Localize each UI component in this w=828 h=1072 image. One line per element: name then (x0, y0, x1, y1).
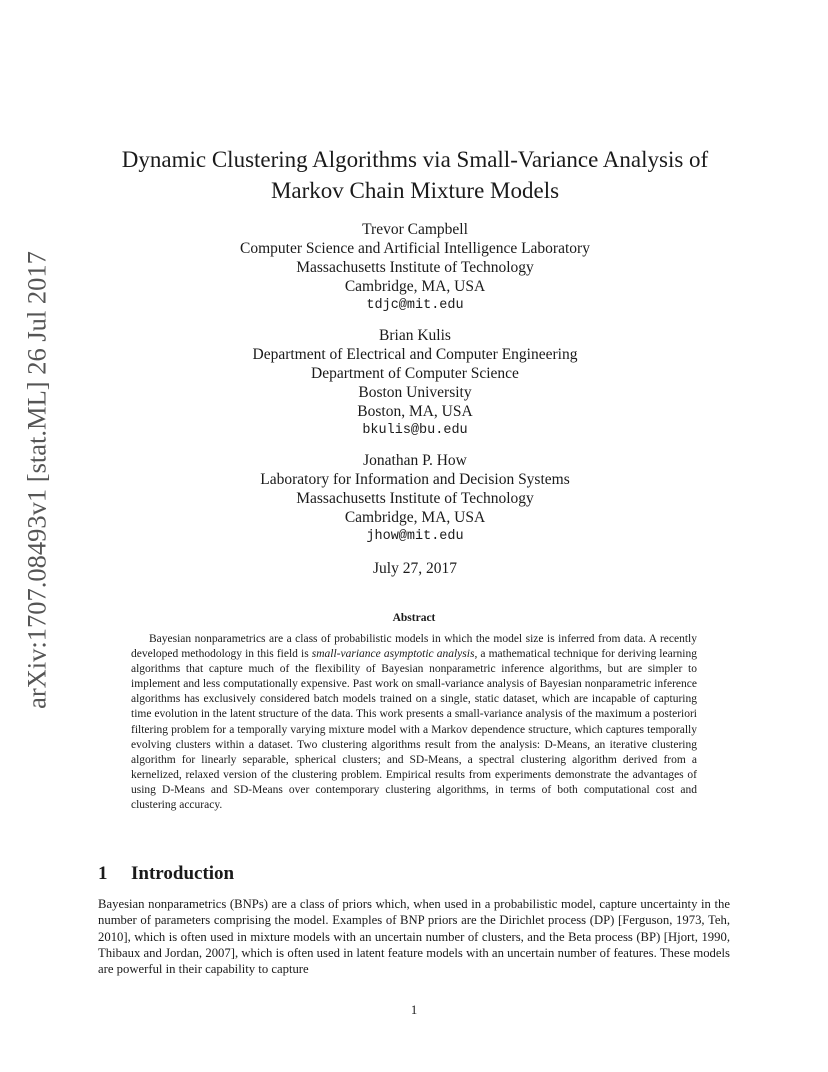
title-line-2: Markov Chain Mixture Models (270, 178, 560, 203)
author-affiliation-line: Cambridge, MA, USA (344, 278, 486, 295)
abstract-body (131, 632, 697, 813)
abstract-paragraph (131, 632, 697, 813)
author-block (90, 451, 740, 546)
arxiv-identifier: arXiv:1707.08493v1 [stat.ML] 26 Jul 2017 (21, 251, 52, 709)
title-line-1: Dynamic Clustering Algorithms via Small-Variance Analysis of (121, 147, 709, 172)
author-email: tdjc@mit.edu (366, 298, 464, 313)
author-affiliation-line: Massachusetts Institute of Technology (296, 490, 534, 507)
author-affiliation-line: Department of Computer Science (311, 365, 519, 382)
section-number: 1 (98, 863, 108, 884)
author-name: Jonathan P. How (363, 452, 467, 469)
abstract-italic-term: small-variance asymptotic analysis (311, 648, 475, 661)
author-affiliation-line: Computer Science and Artificial Intelligence Laboratory (240, 240, 590, 257)
arxiv-sidebar (21, 251, 52, 709)
author-affiliation-line: Boston University (358, 384, 472, 401)
abstract-text-start: Bayesian nonparametrics are a class of probabilistic models in which the model size is inferred from data. A recently developed methodology in this field is (131, 633, 697, 661)
section-heading (98, 863, 234, 885)
introduction-body (98, 896, 730, 977)
paper-date: July 27, 2017 (373, 560, 457, 577)
author-email: bkulis@bu.edu (362, 423, 468, 438)
abstract-heading: Abstract (392, 612, 436, 624)
author-affiliation-line: Massachusetts Institute of Technology (296, 259, 534, 276)
author-list (90, 220, 740, 578)
paper-title (90, 144, 740, 206)
abstract-text-end: , a mathematical technique for deriving learning algorithms that capture much of the flexibility of Bayesian nonparametric inference algorithms, but are simpler to implement and less computationally expensive. Past work on small-variance analysis of Bayesian nonparametric inference algorithms has exclusively considered batch models trained on a single, static dataset, which are incapable of capturing time evolution in the latent structure of the data. This work presents a small-variance analysis of the maximum a posteriori filtering problem for a temporally varying mixture model with a Markov dependence structure, which captures temporally evolving clusters within a dataset. Two clustering algorithms result from the analysis: D-Means, an iterative clustering algorithm for linearly separable, spherical clusters; and SD-Means, a spectral clustering algorithm derived from a kernelized, relaxed version of the clustering problem. Empirical results from experiments demonstrate the advantages of using D-Means and SD-Means over contemporary clustering algorithms, in terms of both computational cost and clustering accuracy. (131, 648, 697, 812)
author-affiliation-line: Laboratory for Information and Decision Systems (260, 471, 570, 488)
author-affiliation-line: Cambridge, MA, USA (344, 509, 486, 526)
page-number: 1 (410, 1003, 418, 1017)
author-email: jhow@mit.edu (366, 529, 464, 544)
section-title: Introduction (131, 863, 235, 884)
author-name: Brian Kulis (379, 327, 451, 344)
author-affiliation-line: Department of Electrical and Computer Engineering (252, 346, 578, 363)
author-block (90, 326, 740, 440)
introduction-paragraph: Bayesian nonparametrics (BNPs) are a class of priors which, when used in a probabilistic model, capture uncertainty in the number of parameters comprising the model. Examples of BNP priors are the Dirichlet process (DP) [Ferguson, 1973, Teh, 2010], which is often used in mixture models with an uncertain number of clusters, and the Beta process (BP) [Hjort, 1990, Thibaux and Jordan, 2007], which is often used in latent feature models with an uncertain number of features. These models are powerful in their capability to capture (98, 897, 730, 977)
author-name: Trevor Campbell (362, 221, 468, 238)
author-block (90, 220, 740, 315)
author-affiliation-line: Boston, MA, USA (357, 403, 473, 420)
